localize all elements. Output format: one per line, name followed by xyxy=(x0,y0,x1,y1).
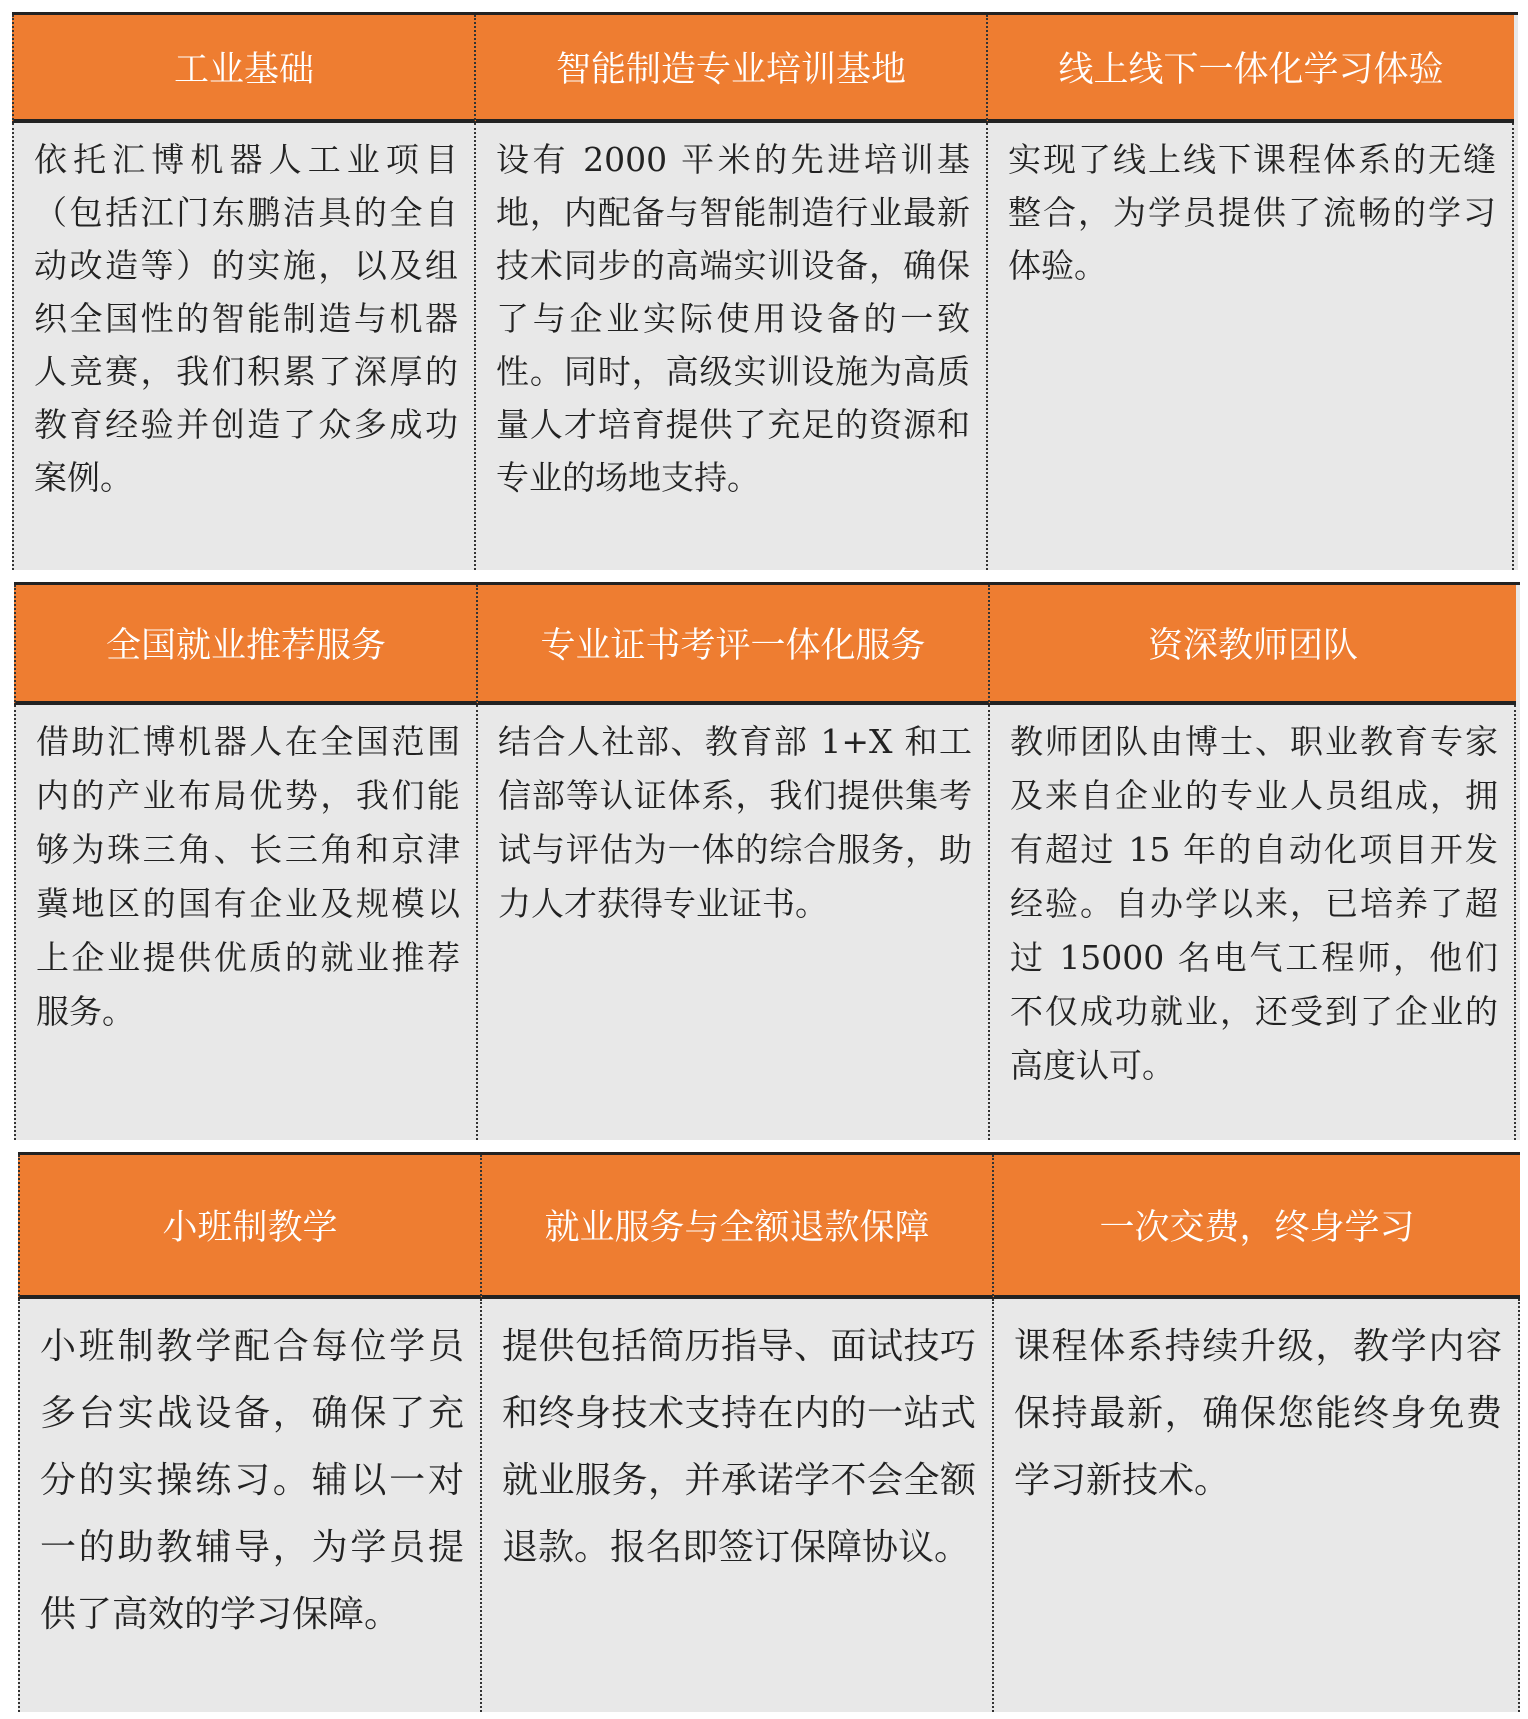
text-certification-service: 结合人社部、教育部 1+X 和工信部等认证体系，我们提供集考试与评估为一体的综合服务，助力人才获得专业证书。 xyxy=(478,705,990,1140)
header-refund-guarantee: 就业服务与全额退款保障 xyxy=(482,1155,994,1299)
feature-table-block-3 xyxy=(18,1152,1520,1712)
header-lifetime-learning: 一次交费，终身学习 xyxy=(994,1155,1520,1299)
feature-table-block-2 xyxy=(14,582,1520,1140)
text-small-class: 小班制教学配合每位学员多台实战设备，确保了充分的实操练习。辅以一对一的助教辅导，为学员提供了高效的学习保障。 xyxy=(18,1299,482,1712)
text-teacher-team: 教师团队由博士、职业教育专家及来自企业的专业人员组成，拥有超过 15 年的自动化项目开发经验。自办学以来，已培养了超过 15000 名电气工程师，他们不仅成功就业，还受到了企业的高度认可。 xyxy=(990,705,1516,1140)
header-industrial-foundation: 工业基础 xyxy=(12,15,476,123)
header-training-base: 智能制造专业培训基地 xyxy=(476,15,988,123)
feature-table-block-1 xyxy=(12,12,1518,570)
header-employment-recommendation: 全国就业推荐服务 xyxy=(14,585,478,705)
text-lifetime-learning: 课程体系持续升级，教学内容保持最新，确保您能终身免费学习新技术。 xyxy=(994,1299,1520,1712)
text-employment-recommendation: 借助汇博机器人在全国范围内的产业布局优势，我们能够为珠三角、长三角和京津冀地区的国有企业及规模以上企业提供优质的就业推荐服务。 xyxy=(14,705,478,1140)
header-small-class: 小班制教学 xyxy=(18,1155,482,1299)
header-teacher-team: 资深教师团队 xyxy=(990,585,1516,705)
text-training-base: 设有 2000 平米的先进培训基地，内配备与智能制造行业最新技术同步的高端实训设备，确保了与企业实际使用设备的一致性。同时，高级实训设施为高质量人才培育提供了充足的资源和专业的场地支持。 xyxy=(476,123,988,570)
header-certification-service: 专业证书考评一体化服务 xyxy=(478,585,990,705)
header-online-offline-learning: 线上线下一体化学习体验 xyxy=(988,15,1514,123)
text-industrial-foundation: 依托汇博机器人工业项目（包括江门东鹏洁具的全自动改造等）的实施，以及组织全国性的智能制造与机器人竞赛，我们积累了深厚的教育经验并创造了众多成功案例。 xyxy=(12,123,476,570)
text-online-offline-learning: 实现了线上线下课程体系的无缝整合，为学员提供了流畅的学习体验。 xyxy=(988,123,1514,570)
text-refund-guarantee: 提供包括简历指导、面试技巧和终身技术支持在内的一站式就业服务，并承诺学不会全额退款。报名即签订保障协议。 xyxy=(482,1299,994,1712)
